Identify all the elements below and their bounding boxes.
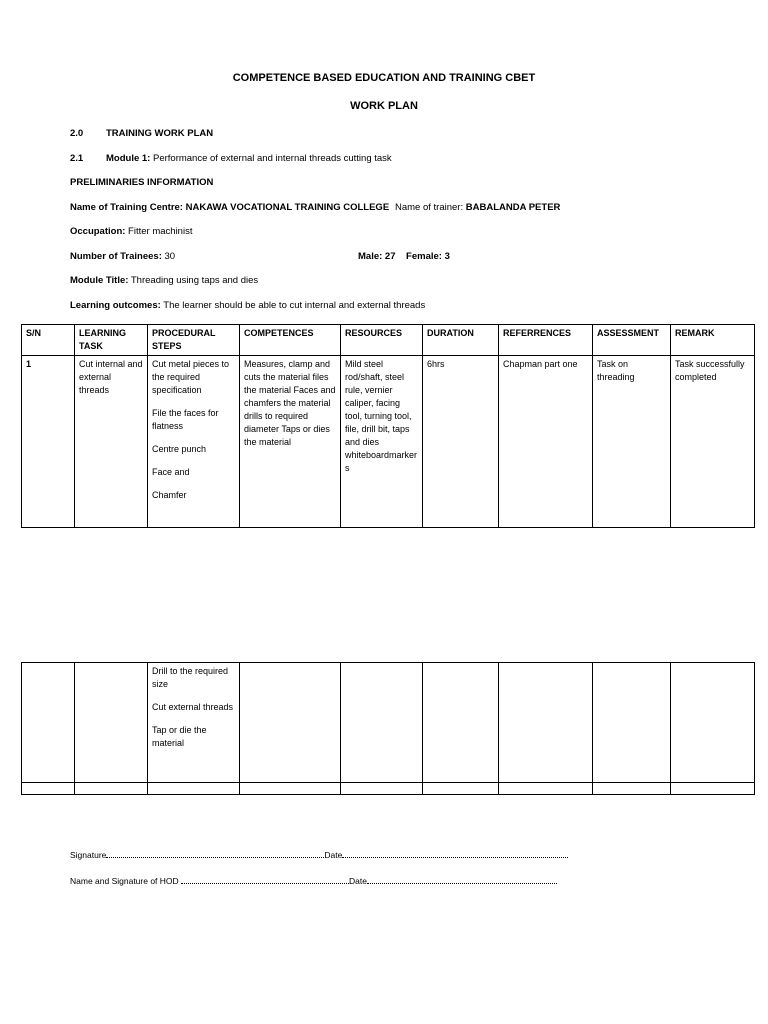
table-row xyxy=(22,783,755,795)
step-item: File the faces for flatness xyxy=(152,408,219,431)
hod-label: Name and Signature of HOD xyxy=(70,876,182,886)
date-blank xyxy=(342,848,568,858)
step-item: Tap or die the material xyxy=(152,725,207,748)
gender-line: Male: 27 Female: 3 xyxy=(358,251,450,262)
row-duration: 6hrs xyxy=(423,356,499,528)
trainees-line xyxy=(70,251,175,262)
trainer-value: BABALANDA PETER xyxy=(465,202,561,213)
header-assessment: ASSESSMENT xyxy=(593,325,671,356)
empty-cell xyxy=(671,663,755,783)
empty-cell xyxy=(671,783,755,795)
table-row xyxy=(22,356,755,528)
empty-cell xyxy=(341,783,423,795)
occupation-label: Occupation: xyxy=(70,226,126,237)
preliminaries-heading: PRELIMINARIES INFORMATION xyxy=(70,177,214,188)
module-title-label: Module Title: xyxy=(70,275,129,286)
module-label: Module 1: xyxy=(106,153,151,164)
module-title-line xyxy=(70,275,258,286)
centre-value: NAKAWA VOCATIONAL TRAINING COLLEGE xyxy=(185,202,390,213)
row-learning-task: Cut internal and external threads xyxy=(75,356,148,528)
signature-line xyxy=(70,848,568,860)
step-item: Face and xyxy=(152,467,190,477)
module-number: 2.1 xyxy=(70,153,84,164)
hod-blank xyxy=(181,874,349,884)
row-references: Chapman part one xyxy=(499,356,593,528)
empty-cell xyxy=(22,783,75,795)
centre-label: Name of Training Centre: xyxy=(70,202,186,213)
outcomes-value: The learner should be able to cut internal and external threads xyxy=(160,300,426,311)
empty-cell xyxy=(75,663,148,783)
row-assessment: Task on threading xyxy=(593,356,671,528)
empty-cell xyxy=(22,663,75,783)
header-duration: DURATION xyxy=(423,325,499,356)
header-resources: RESOURCES xyxy=(341,325,423,356)
empty-cell xyxy=(240,663,341,783)
trainees-value: 30 xyxy=(161,251,176,262)
date-label: Date xyxy=(324,850,343,860)
table-header-row xyxy=(22,325,755,356)
header-sn: S/N xyxy=(22,325,75,356)
row-remark: Task successfully completed xyxy=(671,356,755,528)
outcomes-label: Learning outcomes: xyxy=(70,300,161,311)
work-plan-heading: WORK PLAN xyxy=(350,100,418,112)
section-title: TRAINING WORK PLAN xyxy=(106,128,214,139)
empty-cell xyxy=(148,783,240,795)
trainees-label: Number of Trainees: xyxy=(70,251,162,262)
empty-cell xyxy=(423,783,499,795)
empty-cell xyxy=(593,663,671,783)
header-references: REFERRENCES xyxy=(499,325,593,356)
continued-procedural-steps xyxy=(148,663,240,783)
module-line xyxy=(106,153,392,164)
occupation-value: Fitter machinist xyxy=(125,226,193,237)
table-row xyxy=(22,663,755,783)
document-title: COMPETENCE BASED EDUCATION AND TRAINING CBET xyxy=(232,72,536,84)
header-competences: COMPETENCES xyxy=(240,325,341,356)
hod-date-blank xyxy=(367,874,557,884)
occupation-line xyxy=(70,226,192,237)
module-title-value: Threading using taps and dies xyxy=(128,275,259,286)
trainer-label: Name of trainer: xyxy=(395,202,466,213)
row-resources: Mild steel rod/shaft, steel rule, vernier caliper, facing tool, turning tool, file, drill bit, taps and dies whiteboardmarkers xyxy=(341,356,423,528)
training-centre-line xyxy=(70,202,389,213)
work-plan-table xyxy=(21,324,755,528)
header-remark: REMARK xyxy=(671,325,755,356)
empty-cell xyxy=(240,783,341,795)
step-item: Chamfer xyxy=(152,490,187,500)
empty-cell xyxy=(341,663,423,783)
empty-cell xyxy=(423,663,499,783)
empty-cell xyxy=(593,783,671,795)
signature-blank xyxy=(106,848,324,858)
row-competences: Measures, clamp and cuts the material files the material Faces and chamfers the material drills to required diameter Taps or dies the material xyxy=(240,356,341,528)
section-number: 2.0 xyxy=(70,128,84,139)
step-item: Cut metal pieces to the required specification xyxy=(152,359,230,395)
header-procedural-steps: PROCEDURAL STEPS xyxy=(148,325,240,356)
row-procedural-steps xyxy=(148,356,240,528)
module-text: Performance of external and internal threads cutting task xyxy=(150,153,392,164)
signature-label: Signature xyxy=(70,850,107,860)
continued-table xyxy=(21,662,755,795)
learning-outcomes-line xyxy=(70,300,425,311)
row-sn: 1 xyxy=(22,356,75,528)
empty-cell xyxy=(499,783,593,795)
empty-cell xyxy=(499,663,593,783)
step-item: Drill to the required size xyxy=(152,666,229,689)
trainer-line xyxy=(395,202,560,213)
step-item: Centre punch xyxy=(152,444,207,454)
header-learning-task: LEARNING TASK xyxy=(75,325,148,356)
hod-signature-line xyxy=(70,874,557,886)
empty-cell xyxy=(75,783,148,795)
step-item: Cut external threads xyxy=(152,702,234,712)
hod-date-label: Date xyxy=(349,876,367,886)
